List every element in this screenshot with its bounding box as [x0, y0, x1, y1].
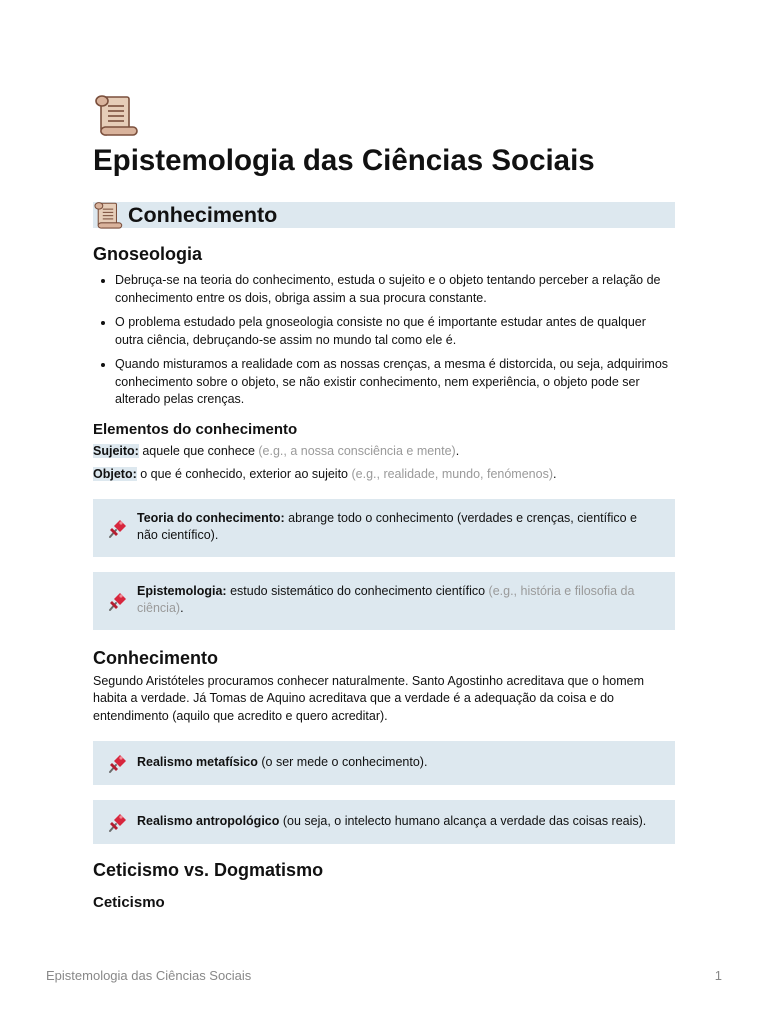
realismo-meta-label: Realismo metafísico	[137, 754, 258, 769]
ceticismo-heading: Ceticismo vs. Dogmatismo	[93, 860, 324, 880]
period: .	[180, 601, 184, 615]
callout-teoria	[93, 499, 675, 557]
callout-text	[137, 583, 661, 618]
page-footer	[46, 968, 722, 983]
sujeito-label: Sujeito:	[93, 443, 139, 458]
footer-title: Epistemologia das Ciências Sociais	[46, 968, 252, 983]
elementos-heading: Elementos do conhecimento	[93, 420, 298, 438]
pushpin-icon	[105, 811, 129, 835]
period: .	[553, 466, 557, 481]
callout-realismo-metafisico	[93, 741, 675, 785]
page-title: Epistemologia das Ciências Sociais	[93, 144, 595, 177]
teoria-text: abrange todo o conhecimento (verdades e crenças, científico e não científico).	[137, 510, 637, 542]
ceticismo-subheading: Ceticismo	[93, 894, 165, 911]
callout-text	[137, 813, 646, 831]
pushpin-icon	[105, 752, 129, 776]
pushpin-icon	[105, 517, 129, 541]
period: .	[455, 443, 460, 458]
page-number: 1	[714, 968, 722, 983]
pushpin-icon	[105, 590, 129, 614]
section-title: Conhecimento	[128, 203, 278, 227]
sujeito-example: (e.g., a nossa consciência e mente)	[258, 443, 456, 458]
list-item: • Debruça-se na teoria do conhecimento, estuda o sujeito e o objeto tentando perceber a relação de conhecimento entre os dois, obriga assim a sua procura constante.	[115, 272, 675, 307]
realismo-meta-text: (o ser mede o conhecimento).	[257, 754, 428, 769]
sujeito-definition	[93, 443, 675, 460]
list-item: • Quando misturamos a realidade com as nossas crenças, a mesma é distorcida, ou seja, adquirimos conhecimento sobre o objeto, se não existir conhecimento, nem experiência, o objeto pode ser alterado pelas crenças.	[115, 356, 675, 409]
conhecimento-paragraph: Segundo Aristóteles procuramos conhecer naturalmente. Santo Agostinho acreditava que o homem habita a verdade. Já Tomas de Aquino acreditava que a verdade é a adequação da coisa e do entendimento (aquilo que acredito e quero acreditar).	[93, 673, 645, 723]
callout-realismo-antropologico	[93, 800, 675, 844]
objeto-text: o que é conhecido, exterior ao sujeito	[136, 466, 352, 481]
sujeito-text: aquele que conhece	[138, 443, 259, 458]
objeto-example: (e.g., realidade, mundo, fenómenos)	[351, 466, 553, 481]
section-header	[93, 202, 675, 228]
callout-text	[137, 754, 427, 772]
callout-text	[137, 510, 661, 545]
objeto-label: Objeto:	[93, 466, 137, 481]
epistemologia-label: Epistemologia:	[137, 583, 227, 598]
document	[93, 92, 675, 913]
scroll-icon	[93, 92, 139, 138]
epistemologia-example: (e.g., história e filosofia da ciência)	[137, 583, 635, 615]
teoria-label: Teoria do conhecimento:	[137, 510, 285, 525]
conhecimento-heading: Conhecimento	[93, 647, 219, 668]
realismo-antro-text: (ou seja, o intelecto humano alcança a verdade das coisas reais).	[279, 813, 647, 828]
callout-epistemologia	[93, 572, 675, 630]
scroll-icon	[93, 200, 123, 230]
epistemologia-text: estudo sistemático do conhecimento científico	[226, 583, 489, 598]
realismo-antro-label: Realismo antropológico	[137, 813, 280, 828]
gnoseologia-list	[93, 272, 675, 409]
list-item: • O problema estudado pela gnoseologia consiste no que é importante estudar antes de qualquer outra ciência, debruçando-se assim no mundo tal como ele é.	[115, 314, 675, 349]
gnoseologia-heading: Gnoseologia	[93, 244, 203, 264]
objeto-definition	[93, 466, 675, 483]
